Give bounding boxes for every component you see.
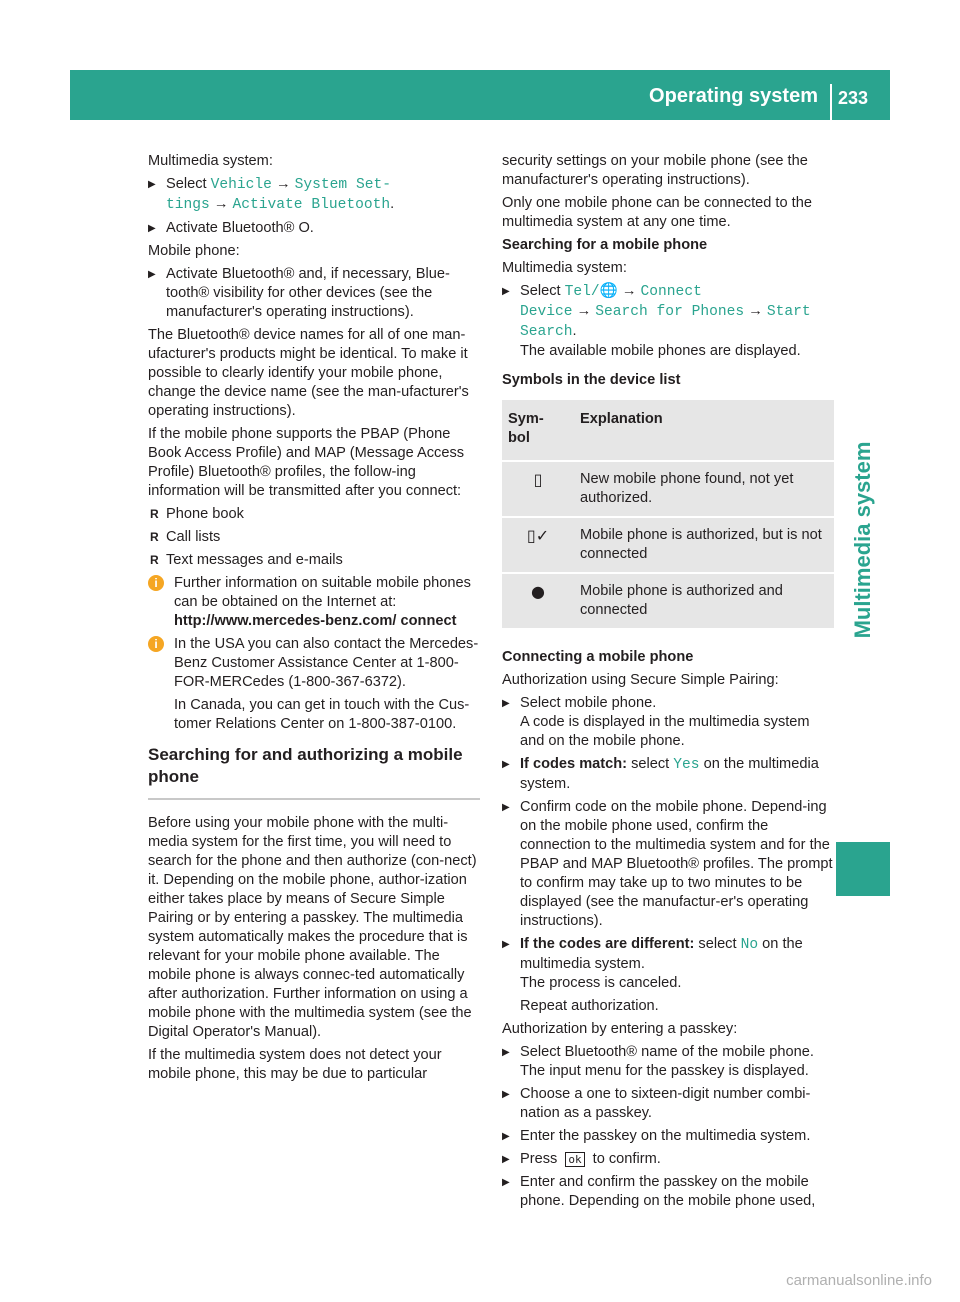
side-marker — [836, 842, 890, 896]
arrow: → — [572, 303, 596, 319]
step-text: select — [694, 936, 741, 952]
menu-start-search: Start Search — [520, 304, 811, 340]
menu-vehicle: Vehicle — [210, 177, 272, 193]
info-note — [148, 574, 480, 631]
step — [148, 175, 480, 215]
info-text: In the USA you can also contact the Mercedes-Benz Customer Assistance Center at 1-800-FOR-MERCedes (1-800-367-6372). — [174, 636, 479, 690]
menu-search-for-phones: Search for Phones — [595, 304, 745, 320]
right-column — [502, 152, 834, 1215]
step-condition: If the codes are different: — [520, 936, 695, 952]
step-text: . — [572, 323, 577, 339]
step — [502, 694, 834, 751]
paragraph: Multimedia system: — [502, 260, 627, 276]
table-header-symbol: Sym- bol — [502, 400, 574, 461]
left-column — [148, 152, 480, 1088]
step-result: The input menu for the passkey is displayed. — [520, 1063, 809, 1079]
menu-activate-bluetooth: Activate Bluetooth — [232, 197, 391, 213]
menu-yes: Yes — [673, 757, 700, 773]
info-icon: i — [148, 575, 164, 591]
step-result: The process is canceled. — [520, 975, 682, 991]
step-result: Repeat authorization. — [520, 998, 659, 1014]
paragraph: Authorization using Secure Simple Pairing: — [502, 672, 779, 688]
globe-icon: 🌐 — [599, 283, 618, 299]
table-cell: Mobile phone is authorized, but is not connected — [574, 517, 834, 573]
header-divider — [830, 84, 832, 120]
step: ▶ Activate Bluetooth® O. — [148, 219, 480, 238]
list-item: R Phone book — [148, 505, 480, 524]
info-icon: i — [148, 636, 164, 652]
step-text: on the multimedia system. — [520, 936, 803, 972]
table-row — [502, 517, 834, 573]
step-text: ▶ Select Bluetooth® name of the mobile phone. — [520, 1044, 814, 1060]
arrow: → — [744, 303, 767, 319]
step-text: Select — [166, 176, 211, 192]
menu-system-settings: System Set‐ tings — [166, 177, 391, 213]
step-text: to confirm. — [588, 1151, 661, 1167]
paragraph: If the multimedia system does not detect your mobile phone, this may be due to particular — [148, 1047, 442, 1082]
step-text: Select — [520, 283, 565, 299]
subheading: Searching for a mobile phone — [502, 237, 708, 253]
table-cell: New mobile phone found, not yet authorized. — [574, 461, 834, 517]
step: ▶ Activate Bluetooth® and, if necessary, Blue-tooth® visibility for other devices (see the manufacturer's operating instructions). — [148, 265, 480, 322]
paragraph: Before using your mobile phone with the multi-media system for the first time, you will need to search for the phone and then authorize (con-nect) it. Depending on the mobile phone, author-ization either takes place by means of Secure Simple Pairing or by entering a passkey. The multimedia system automatically makes the procedure that is relevant for your mobile phone available. The mobile phone is always connec-ted automatically after authorization. Further information on using a mobile phone with the multimedia system (see the Digital Operator's Manual). — [148, 815, 477, 1040]
table-header-explanation: Explanation — [574, 400, 834, 461]
step: ▶ Confirm code on the mobile phone. Depend-ing on the mobile phone used, confirm the connection to the multimedia system and for the PBAP and MAP Bluetooth® profiles. The prompt to confirm may take up to two minutes to be displayed (see the manufactur-er's operating instructions). — [502, 798, 834, 931]
arrow: → — [209, 196, 233, 212]
subheading: Symbols in the device list — [502, 372, 681, 388]
info-url: http://www.mercedes-benz.com/ connect — [174, 613, 457, 629]
step — [502, 755, 834, 794]
step-text: Press — [520, 1151, 562, 1167]
paragraph: Mobile phone: — [148, 243, 240, 259]
phone-authorized-icon: ▯✓ — [502, 517, 574, 573]
watermark: carmanualsonline.info — [786, 1272, 932, 1289]
step-text: ▶ Select mobile phone. — [520, 695, 657, 711]
menu-no: No — [740, 937, 759, 953]
ok-key-icon: ok — [565, 1152, 584, 1167]
step-condition: If codes match: — [520, 756, 628, 772]
info-note — [148, 635, 480, 734]
step — [502, 1043, 834, 1081]
subheading: Connecting a mobile phone — [502, 649, 694, 665]
list-item: R Text messages and e-mails — [148, 551, 480, 570]
paragraph: Multimedia system: — [148, 153, 273, 169]
step — [502, 282, 834, 361]
phone-icon: ▯ — [502, 461, 574, 517]
step-text: select — [627, 756, 674, 772]
step-result: The available mobile phones are displayed. — [520, 343, 801, 359]
side-tab-label: Multimedia system — [850, 441, 875, 639]
step — [502, 1150, 834, 1169]
paragraph: security settings on your mobile phone (see the manufacturer's operating instructions). — [502, 153, 808, 188]
arrow: → — [271, 176, 295, 192]
paragraph: If the mobile phone supports the PBAP (Phone Book Access Profile) and MAP (Message Access Profile) Bluetooth® profiles, the follow-ing information will be transmitted after you connect: — [148, 426, 465, 499]
connected-dot-icon: ● — [502, 573, 574, 629]
info-text: Further information on suitable mobile phones can be obtained on the Internet at: — [174, 575, 471, 610]
header-bar — [70, 70, 890, 120]
step-text: . — [390, 196, 395, 212]
section-heading: Searching for and authorizing a mobile phone — [148, 745, 463, 786]
arrow: → — [617, 283, 641, 299]
table-row — [502, 573, 834, 629]
page-number: 233 — [838, 88, 869, 108]
step-text: on the multimedia system. — [520, 756, 819, 792]
step: ▶ Enter the passkey on the multimedia system. — [502, 1127, 834, 1146]
step-result: A code is displayed in the multimedia system and on the mobile phone. — [520, 714, 810, 749]
step — [502, 935, 834, 1016]
chapter-title: Operating system — [649, 85, 818, 107]
info-text: In Canada, you can get in touch with the Cus-tomer Relations Center on 1-800-387-0100. — [174, 697, 470, 732]
paragraph: Authorization by entering a passkey: — [502, 1021, 738, 1037]
list-item: R Call lists — [148, 528, 480, 547]
symbols-table — [502, 400, 834, 630]
table-cell: Mobile phone is authorized and connected — [574, 573, 834, 629]
side-tab — [836, 390, 890, 690]
paragraph: Only one mobile phone can be connected to the multimedia system at any one time. — [502, 195, 812, 230]
table-header-row — [502, 400, 834, 461]
step: ▶ Enter and confirm the passkey on the mobile phone. Depending on the mobile phone used, — [502, 1173, 834, 1211]
menu-connect-device: Connect Device — [520, 284, 702, 320]
paragraph: The Bluetooth® device names for all of one man-ufacturer's products might be identical. To make it possible to clearly identify your mobile phone, change the device name (see the man-ufacturer's operating instructions). — [148, 327, 469, 419]
table-row — [502, 461, 834, 517]
menu-tel: Tel/ — [564, 284, 600, 300]
step: ▶ Choose a one to sixteen-digit number combi-nation as a passkey. — [502, 1085, 834, 1123]
section-divider — [148, 798, 480, 800]
